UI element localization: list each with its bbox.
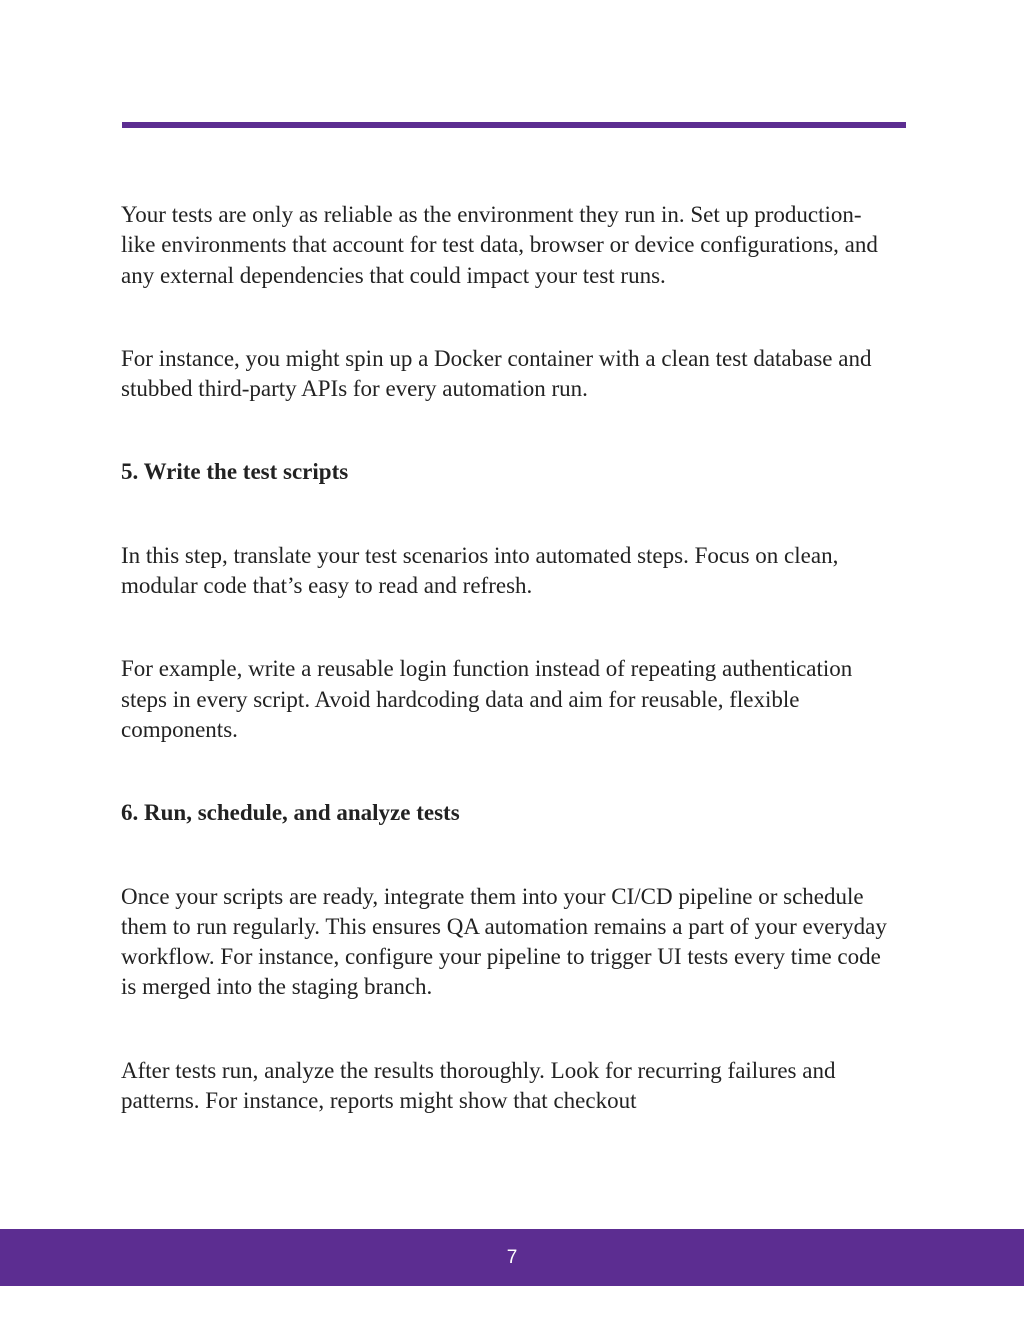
page-number: 7 — [506, 1246, 518, 1268]
body-paragraph: For example, write a reusable login function instead of repeating authentication steps in every script. Avoid hardcoding data and aim for reusable, flexible components. — [121, 656, 853, 742]
section-heading: 5. Write the test scripts — [121, 459, 349, 485]
header-divider — [122, 122, 906, 128]
document-body — [121, 200, 896, 1116]
body-paragraph: After tests run, analyze the results thoroughly. Look for recurring failures and patterns. For instance, reports might show that checkout — [121, 1057, 836, 1114]
section-heading: 6. Run, schedule, and analyze tests — [121, 800, 460, 826]
body-paragraph: In this step, translate your test scenarios into automated steps. Focus on clean, modular code that’s easy to read and refresh. — [121, 542, 839, 599]
page-footer — [0, 1229, 1024, 1286]
body-paragraph: Your tests are only as reliable as the environment they run in. Set up production-like environments that account for test data, browser or device configurations, and any external dependencies that could impact your test runs. — [121, 202, 878, 288]
body-paragraph: Once your scripts are ready, integrate them into your CI/CD pipeline or schedule them to run regularly. This ensures QA automation remains a part of your everyday workflow. For instance, configure your pipeline to trigger UI tests every time code is merged into the staging branch. — [121, 883, 887, 1000]
body-paragraph: For instance, you might spin up a Docker container with a clean test database and stubbed third-party APIs for every automation run. — [121, 345, 872, 402]
